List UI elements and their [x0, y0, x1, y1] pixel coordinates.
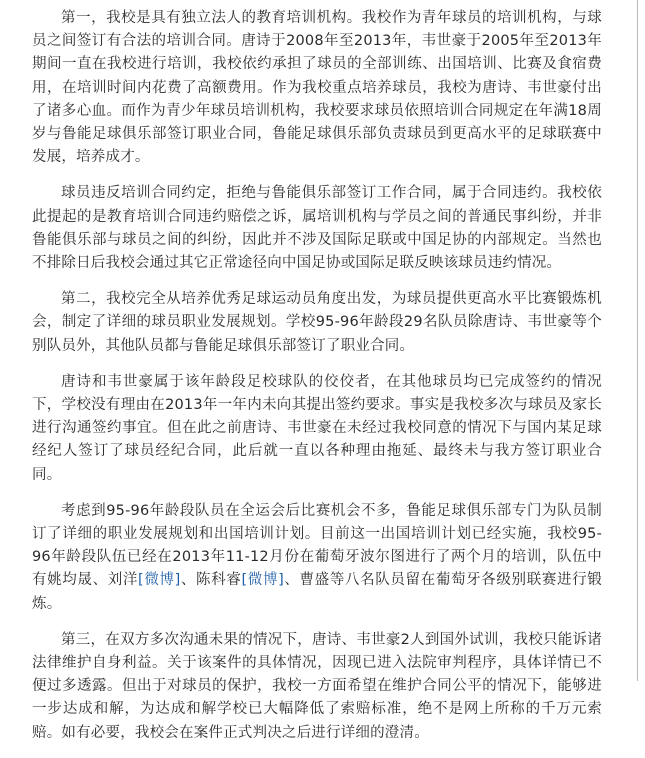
- paragraph-second-point: 第二，我校完全从培养优秀足球运动员角度出发，为球员提供更高水平比赛锻炼机会，制定了详细的球员职业发展规划。学校95-96年龄段29名队员除唐诗、韦世豪等个别队员外，其他队员都与鲁能足球俱乐部签订了职业合同。: [32, 291, 602, 354]
- weibo-link-liu-yang[interactable]: [微博]: [138, 572, 181, 589]
- paragraph-first-point: 第一，我校是具有独立法人的教育培训机构。我校作为青年球员的培训机构，与球员之间签订有合法的培训合同。唐诗于2008年至2013年，韦世豪于2005年至2013年期间一直在我校进行培训，我校依约承担了球员的全部训练、出国培训、比赛及食宿费用，在培训时间内花费了高额费用。作为我校重点培养球员，我校为唐诗、韦世豪付出了诸多心血。而作为青少年球员培训机构，我校要求球员依照培训合同规定在年满18周岁与鲁能足球俱乐部签订职业合同，鲁能足球俱乐部负责球员到更高水平的足球联赛中发展，培养成才。: [32, 10, 602, 166]
- training-plan-text: 考虑到95-96年龄段队员在全运会后比赛机会不多，鲁能足球俱乐部专门为队员制订了详细的职业发展规划和出国培训计划。目前这一出国培训计划已经实施，我校95-96年龄段队伍已经在2013年11-12月份在葡萄牙波尔图进行了两个月的培训，队伍中有姚均晟、刘洋: [32, 502, 602, 589]
- paragraph-third-point: 第三，在双方多次沟通未果的情况下，唐诗、韦世豪2人到国外试训，我校只能诉诸法律维护自身利益。关于该案件的具体情况，因现已进入法院审判程序，具体详情已不便过多透露。但出于对球员的保护，我校一方面希望在维护合同公平的情况下，能够进一步达成和解，为达成和解学校已大幅降低了索赔标准，绝不是网上所称的千万元索赔。如有必要，我校会在案件正式判决之后进行详细的澄清。: [32, 631, 602, 741]
- training-plan-text-end: 、曹盛等八名队员留在葡萄牙各级别联赛进行锻炼。: [32, 572, 602, 612]
- paragraph-contract-breach: 球员违反培训合同约定，拒绝与鲁能俱乐部签订工作合同，属于合同违约。我校依此提起的是教育培训合同违约赔偿之诉，属培训机构与学员之间的普通民事纠纷，并非鲁能俱乐部与球员之间的纠纷，因此并不涉及国际足联或中国足协的内部规定。当然也不排除日后我校会通过其它正常途径向中国足协或国际足联反映该球员违约情况。: [32, 185, 602, 272]
- page-divider: [637, 0, 638, 681]
- paragraph-training-plan: [32, 500, 602, 616]
- paragraph-signing-history: 唐诗和韦世豪属于该年龄段足校球队的佼佼者，在其他球员均已完成签约的情况下，学校没有理由在2013年一年内未向其提出签约要求。事实是我校多次与球员及家长进行沟通签约事宜。但在此之前唐诗、韦世豪在未经过我校同意的情况下与国内某足球经纪人签订了球员经纪合同，此后就一直以各种理由拖延、最终未与我方签订职业合同。: [32, 373, 602, 483]
- training-plan-text-mid: 、陈科睿: [180, 572, 242, 589]
- weibo-link-chen-kerui[interactable]: [微博]: [241, 572, 284, 589]
- article-body: [32, 0, 602, 758]
